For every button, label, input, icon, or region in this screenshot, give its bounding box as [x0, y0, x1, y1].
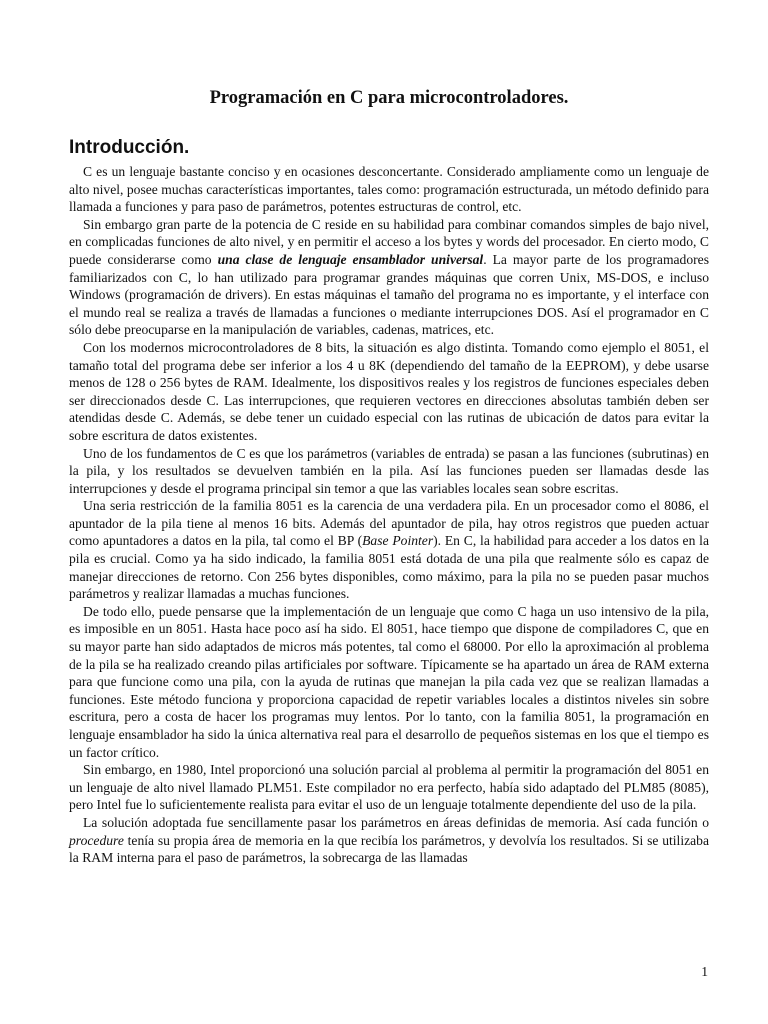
body-paragraph: [69, 814, 709, 867]
body-paragraph: [69, 216, 709, 339]
paragraph-text: Con los modernos microcontroladores de 8 bits, la situación es algo distinta. Tomando como ejemplo el 8051, el tamaño total del programa debe ser inferior a los 4 u 8K (dependiendo del tamaño de la EEPROM), y debe usarse menos de 128 o 256 bytes de RAM. Idealmente, los dispositivos reales y los registros de funciones especiales deben ser direccionados desde C. Las interrupciones, que requieren vectores en direcciones absolutas también deben ser atendidas desde C. Además, se debe tener un cuidado especial con las rutinas de ubicación de datos para evitar la sobre escritura de datos existentes.: [69, 339, 709, 443]
section-heading: Introducción.: [69, 137, 190, 158]
italic-text: procedure: [69, 832, 124, 848]
emphasis-text: una clase de lenguaje ensamblador universal: [217, 251, 484, 267]
paragraph-text: La solución adoptada fue sencillamente pasar los parámetros en áreas definidas de memoria. Así cada función o: [83, 814, 709, 830]
italic-text: Base Pointer: [362, 533, 434, 549]
paragraph-text: Sin embargo gran parte de la potencia de C reside en su habilidad para combinar comandos simples de bajo nivel, en complicadas funciones de alto nivel, y en permitir el acceso a los bytes y words del procesador. En cierto modo, C puede considerarse como: [69, 216, 709, 267]
body-paragraph: [69, 761, 709, 814]
paragraph-text: ). En C, la habilidad para acceder a los datos en la pila es crucial. Como ya ha sido indicado, la familia 8051 está dotada de una pila que realmente sólo es capaz de manejar direcciones de retorno. Con 256 bytes disponibles, como máximo, para la pila no se pueden pasar muchos parámetros y realizar llamadas a muchas funciones.: [69, 533, 709, 602]
paragraph-text: C es un lenguaje bastante conciso y en ocasiones desconcertante. Considerado ampliamente como un lenguaje de alto nivel, posee muchas características importantes, tales como: programación estructurada, un método definido para llamada a funciones y para paso de parámetros, potentes estructuras de control, etc.: [69, 164, 709, 215]
body-paragraph: [69, 339, 709, 445]
body-text: [69, 163, 709, 867]
paragraph-text: tenía su propia área de memoria en la que recibía los parámetros, y devolvía los resultados. Si se utilizaba la RAM interna para el paso de parámetros, la sobrecarga de las llamadas: [69, 832, 709, 866]
paragraph-text: De todo ello, puede pensarse que la implementación de un lenguaje que como C haga un uso intensivo de la pila, es imposible en un 8051. Hasta hace poco así ha sido. El 8051, hace tiempo que dispone de compiladores C, que en su mayor parte han sido adaptados de micros más potentes, tal como el 68000. Por ello la aproximación al problema de la pila se ha realizado creando pilas artificiales por software. Típicamente se ha apartado un área de RAM externa para que funcione como una pila, con la ayuda de rutinas que manejan la pila cada vez que se realizan llamadas a funciones. Este método funciona y proporciona capacidad de repetir variables locales a distintos niveles sin sobre escritura, pero a costa de hacer los programas muy lentos. Por lo tanto, con la familia 8051, la programación en lenguaje ensamblador ha sido la única alternativa real para el desarrollo de pequeños sistemas en los que el tiempo es un factor crítico.: [69, 603, 709, 760]
page-number: 1: [701, 964, 708, 979]
paragraph-text: Sin embargo, en 1980, Intel proporcionó una solución parcial al problema al permitir la programación del 8051 en un lenguaje de alto nivel llamado PLM51. Este compilador no era perfecto, había sido adaptado del PLM85 (8085), pero Intel fue lo suficientemente realista para evitar el uso de un lenguaje totalmente dependiente del uso de la pila.: [69, 762, 709, 813]
body-paragraph: [69, 445, 709, 498]
body-paragraph: [69, 163, 709, 216]
body-paragraph: [69, 497, 709, 603]
paragraph-text: Una seria restricción de la familia 8051 es la carencia de una verdadera pila. En un procesador como el 8086, el apuntador de la pila tiene al menos 16 bits. Además del apuntador de pila, hay otros registros que pueden actuar como apuntadores a datos en la pila, tal como el BP (: [69, 498, 709, 549]
document-title: Programación en C para microcontroladores.: [209, 88, 569, 108]
document-page: [69, 86, 709, 867]
paragraph-text: Uno de los fundamentos de C es que los parámetros (variables de entrada) se pasan a las funciones (subrutinas) en la pila, y los resultados se devuelven también en la pila. Así las funciones pueden ser llamadas desde las interrupciones y desde el programa principal sin temor a que las variables locales sean sobre escritas.: [69, 445, 709, 496]
body-paragraph: [69, 603, 709, 761]
paragraph-text: . La mayor parte de los programadores familiarizados con C, lo han utilizado para programar grandes máquinas que corren Unix, MS-DOS, e incluso Windows (programación de drivers). En estas máquinas el tamaño del programa no es importante, y el interface con el mundo real se realiza a través de llamadas a funciones o mediante interrupciones DOS. Así el programador en C sólo debe preocuparse en la manipulación de variables, cadenas, matrices, etc.: [69, 251, 709, 338]
